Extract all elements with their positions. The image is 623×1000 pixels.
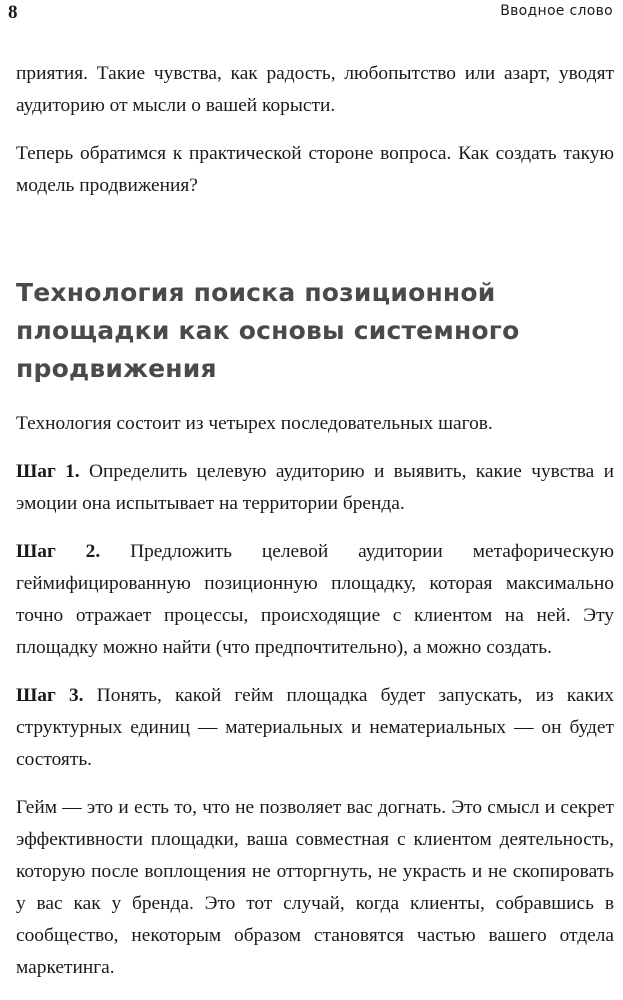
step-label: Шаг 3. <box>16 685 84 706</box>
step-paragraph <box>16 456 614 520</box>
step-text: Определить целевую аудиторию и выявить, какие чувства и эмоции она испытывает на территории бренда. <box>16 461 614 514</box>
step-paragraph <box>16 680 614 776</box>
section-intro: Технология состоит из четырех последовательных шагов. <box>16 413 493 434</box>
step-text: Понять, какой гейм площадка будет запускать, из каких структурных единиц — материальных и нематериальных — он будет состоять. <box>16 685 614 770</box>
running-head: Вводное слово <box>500 3 613 19</box>
page-body <box>16 58 614 984</box>
body-paragraph: приятия. Такие чувства, как радость, любопытство или азарт, уводят аудиторию от мысли о вашей корысти. <box>16 63 614 116</box>
step-paragraph <box>16 536 614 664</box>
body-paragraph: Теперь обратимся к практической стороне вопроса. Как создать такую модель продвижения? <box>16 143 614 196</box>
section-heading: Технология поиска позиционной площадки как основы системного продвижения <box>16 278 520 383</box>
step-text: Предложить целевой аудитории метафорическую геймифицированную позиционную площадку, которая максимально точно отражает процессы, происходящие с клиентом на ней. Эту площадку можно найти (что предпочтительно), а можно создать. <box>16 541 614 658</box>
page-header <box>8 0 613 30</box>
page-number: 8 <box>8 2 18 23</box>
step-label: Шаг 1. <box>16 461 80 482</box>
step-label: Шаг 2. <box>16 541 101 562</box>
closing-paragraph: Гейм — это и есть то, что не позволяет вас догнать. Это смысл и секрет эффективности площадки, ваша совместная с клиентом деятельность, которую после воплощения не отторгнуть, не украсть и не скопировать у вас как у бренда. Это тот случай, когда клиенты, собравшись в сообщество, некоторым образом становятся частью вашего отдела маркетинга. <box>16 797 614 978</box>
